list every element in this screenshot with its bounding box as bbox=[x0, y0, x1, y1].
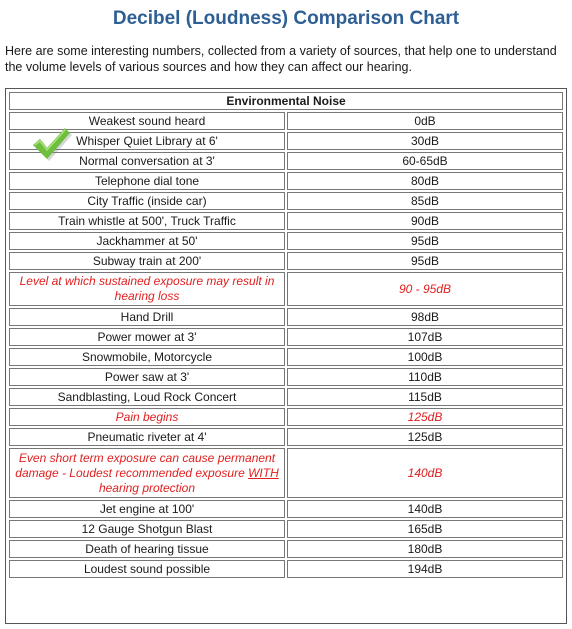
level-cell: 95dB bbox=[287, 252, 563, 270]
source-cell: City Traffic (inside car) bbox=[9, 192, 285, 210]
level-cell: 194dB bbox=[287, 560, 563, 578]
table-row bbox=[9, 112, 563, 130]
warning-source-cell: Pain begins bbox=[9, 408, 285, 426]
level-cell: 0dB bbox=[287, 112, 563, 130]
source-cell: Subway train at 200' bbox=[9, 252, 285, 270]
level-cell: 90dB bbox=[287, 212, 563, 230]
source-cell: Power saw at 3' bbox=[9, 368, 285, 386]
level-cell: 98dB bbox=[287, 308, 563, 326]
source-cell: Sandblasting, Loud Rock Concert bbox=[9, 388, 285, 406]
warning-level-cell: 140dB bbox=[287, 448, 563, 498]
source-cell: Normal conversation at 3' bbox=[9, 152, 285, 170]
check-mark-icon bbox=[30, 124, 72, 162]
level-cell: 115dB bbox=[287, 388, 563, 406]
noise-table bbox=[7, 90, 565, 580]
table-row bbox=[9, 328, 563, 346]
warning-row bbox=[9, 448, 563, 498]
source-cell: Hand Drill bbox=[9, 308, 285, 326]
source-cell: Snowmobile, Motorcycle bbox=[9, 348, 285, 366]
level-cell: 165dB bbox=[287, 520, 563, 538]
warning-emphasis: WITH bbox=[248, 465, 279, 480]
table-row bbox=[9, 252, 563, 270]
table-row bbox=[9, 540, 563, 558]
table-row bbox=[9, 428, 563, 446]
source-cell: Loudest sound possible bbox=[9, 560, 285, 578]
table-row bbox=[9, 192, 563, 210]
source-cell: Jackhammer at 50' bbox=[9, 232, 285, 250]
table-row bbox=[9, 560, 563, 578]
table-row bbox=[9, 232, 563, 250]
table-row bbox=[9, 152, 563, 170]
level-cell: 60-65dB bbox=[287, 152, 563, 170]
level-cell: 95dB bbox=[287, 232, 563, 250]
page-title: Decibel (Loudness) Comparison Chart bbox=[112, 8, 460, 29]
source-cell: Power mower at 3' bbox=[9, 328, 285, 346]
level-cell: 100dB bbox=[287, 348, 563, 366]
level-cell: 125dB bbox=[287, 428, 563, 446]
warning-source-cell: Level at which sustained exposure may result in hearing loss bbox=[9, 272, 285, 306]
warning-row bbox=[9, 408, 563, 426]
source-cell: 12 Gauge Shotgun Blast bbox=[9, 520, 285, 538]
table-row bbox=[9, 132, 563, 150]
level-cell: 107dB bbox=[287, 328, 563, 346]
table-row bbox=[9, 308, 563, 326]
table-row bbox=[9, 368, 563, 386]
source-cell: Death of hearing tissue bbox=[9, 540, 285, 558]
level-cell: 85dB bbox=[287, 192, 563, 210]
source-cell: Jet engine at 100' bbox=[9, 500, 285, 518]
warning-row bbox=[9, 272, 563, 306]
table-row bbox=[9, 388, 563, 406]
table-row bbox=[9, 520, 563, 538]
level-cell: 110dB bbox=[287, 368, 563, 386]
table-row bbox=[9, 500, 563, 518]
warning-text-end: hearing protection bbox=[98, 480, 196, 495]
warning-level-cell: 90 - 95dB bbox=[287, 272, 563, 306]
intro-text: Here are some interesting numbers, collected from a variety of sources, that help one to understand the volume levels of various sources and how they can affect our hearing. bbox=[5, 44, 557, 74]
source-cell: Pneumatic riveter at 4' bbox=[9, 428, 285, 446]
warning-text: Even short term exposure can cause permanent damage - Loudest recommended exposure bbox=[15, 450, 276, 480]
source-cell: Telephone dial tone bbox=[9, 172, 285, 190]
level-cell: 30dB bbox=[287, 132, 563, 150]
level-cell: 140dB bbox=[287, 500, 563, 518]
table-row bbox=[9, 348, 563, 366]
source-cell: Weakest sound heard bbox=[9, 112, 285, 130]
warning-source-cell bbox=[9, 448, 285, 498]
level-cell: 80dB bbox=[287, 172, 563, 190]
source-cell: Train whistle at 500', Truck Traffic bbox=[9, 212, 285, 230]
source-cell: Whisper Quiet Library at 6' bbox=[9, 132, 285, 150]
warning-level-cell: 125dB bbox=[287, 408, 563, 426]
table-row bbox=[9, 172, 563, 190]
table-header: Environmental Noise bbox=[9, 92, 563, 110]
table-row bbox=[9, 212, 563, 230]
level-cell: 180dB bbox=[287, 540, 563, 558]
